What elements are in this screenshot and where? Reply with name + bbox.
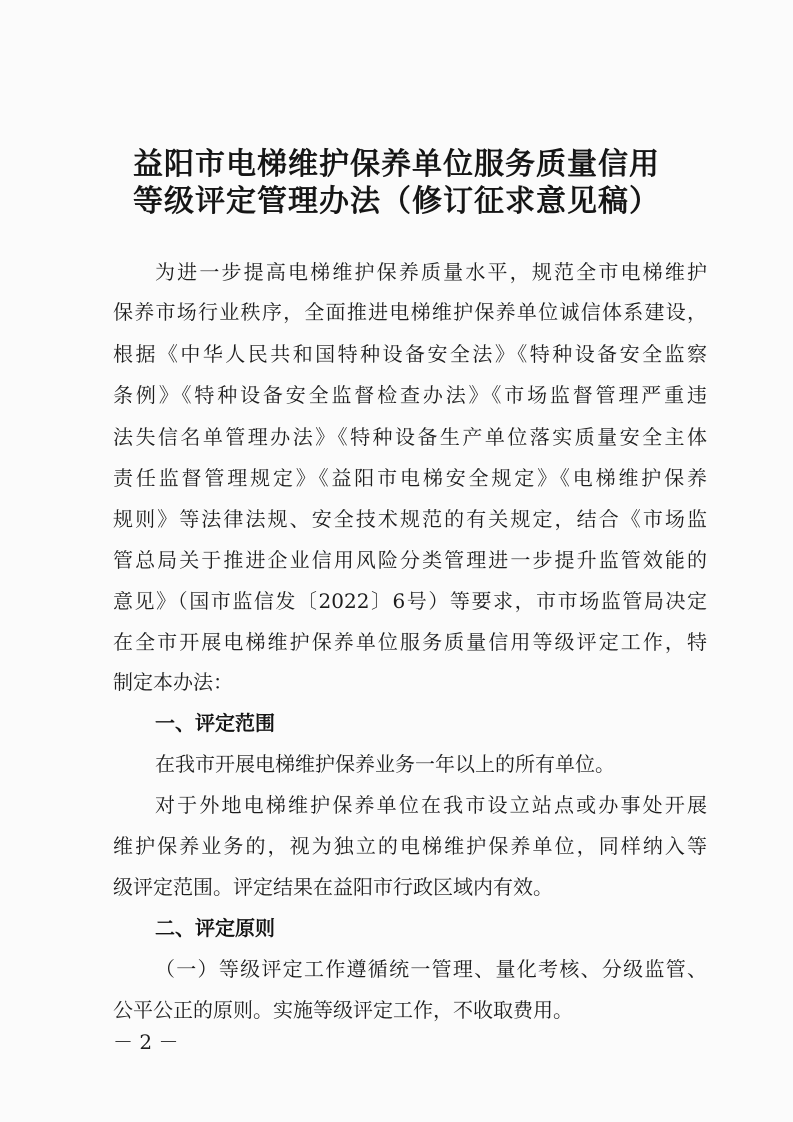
body-line: 在全市开展电梯维护保养单位服务质量信用等级评定工作，特 bbox=[113, 630, 707, 654]
body-line: 意见》（国市监信发〔2022〕6号）等要求，市市场监管局决定 bbox=[113, 589, 707, 613]
body-line: 维护保养业务的，视为独立的电梯维护保养单位，同样纳入等 bbox=[113, 834, 707, 858]
body-line: 责任监督管理规定》《益阳市电梯安全规定》《电梯维护保养 bbox=[113, 466, 707, 490]
body-line: 法失信名单管理办法》《特种设备生产单位落实质量安全主体 bbox=[113, 425, 707, 449]
document-title-line-1: 益阳市电梯维护保养单位服务质量信用 bbox=[133, 147, 660, 182]
body-line: 条例》《特种设备安全监督检查办法》《市场监督管理严重违 bbox=[113, 383, 707, 407]
document-title-line-2: 等级评定管理办法（修订征求意见稿） bbox=[133, 184, 660, 219]
body-line: 对于外地电梯维护保养单位在我市设立站点或办事处开展 bbox=[155, 793, 707, 817]
section-heading-scope: 一、评定范围 bbox=[155, 711, 275, 735]
body-line: 在我市开展电梯维护保养业务一年以上的所有单位。 bbox=[155, 752, 615, 776]
body-line: 为进一步提高电梯维护保养质量水平，规范全市电梯维护 bbox=[155, 260, 707, 284]
page-number: － 2 － bbox=[113, 1030, 179, 1054]
section-heading-principles: 二、评定原则 bbox=[155, 916, 275, 940]
body-line: （一）等级评定工作遵循统一管理、量化考核、分级监管、 bbox=[155, 957, 707, 981]
body-line: 公平公正的原则。实施等级评定工作，不收取费用。 bbox=[113, 998, 573, 1022]
body-line: 制定本办法： bbox=[113, 670, 233, 694]
body-line: 级评定范围。评定结果在益阳市行政区域内有效。 bbox=[113, 875, 553, 899]
body-line: 根据《中华人民共和国特种设备安全法》《特种设备安全监察 bbox=[113, 342, 707, 366]
body-line: 规则》等法律法规、安全技术规范的有关规定，结合《市场监 bbox=[113, 507, 707, 531]
body-line: 管总局关于推进企业信用风险分类管理进一步提升监管效能的 bbox=[113, 548, 707, 572]
body-line: 保养市场行业秩序，全面推进电梯维护保养单位诚信体系建设， bbox=[113, 300, 707, 324]
